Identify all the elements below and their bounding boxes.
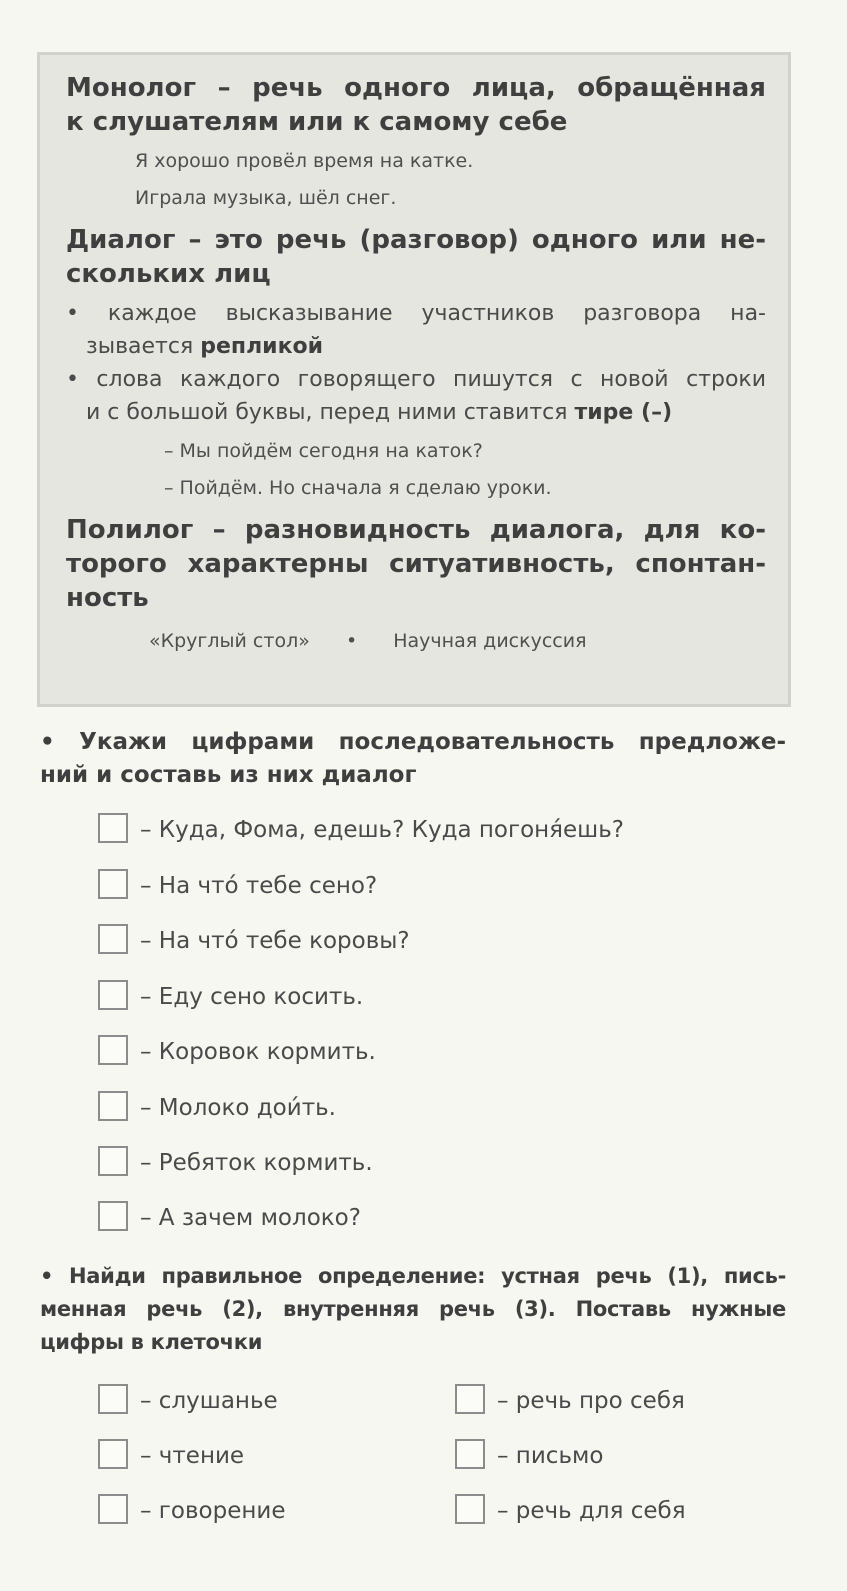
answer-checkbox[interactable]	[98, 1201, 128, 1231]
polilog-heading: Полилог – разновидность диалога, для ко- торого характерны ситуативность, спонтан- ность	[66, 515, 766, 613]
dialog-rules	[66, 297, 788, 429]
dialog-heading: Диалог – это речь (разговор) одного или не- скольких лиц	[66, 225, 766, 289]
polilog-examples	[66, 623, 788, 660]
answer-checkbox[interactable]	[98, 1035, 128, 1065]
answer-checkbox[interactable]	[98, 924, 128, 954]
task2-item-right: – речь для себя	[455, 1494, 686, 1528]
monolog-heading: Монолог – речь одного лица, обращённая к слушателям или к самому себе	[66, 73, 766, 137]
monolog-examples	[66, 143, 788, 217]
dialog-example: – Мы пойдём сегодня на каток?	[164, 440, 483, 462]
answer-checkbox[interactable]	[98, 1091, 128, 1121]
monolog-example: Я хорошо провёл время на катке.	[135, 150, 474, 172]
task1-item: – На что́ тебе коровы?	[98, 924, 410, 958]
term-tire: тире (–)	[574, 400, 673, 425]
task1-item: – Молоко дои́ть.	[98, 1091, 336, 1125]
task2-item-right: – письмо	[455, 1439, 603, 1473]
task1-item: – Еду сено косить.	[98, 980, 363, 1014]
task2-item-left: – чтение	[98, 1439, 244, 1473]
answer-checkbox[interactable]	[98, 980, 128, 1010]
task2-heading: • Найди правильное определение: устная речь (1), пись- менная речь (2), внутренняя речь (3). Поставь нужные цифры в клеточки	[40, 1264, 786, 1354]
task1-item: – Коровок кормить.	[98, 1035, 376, 1069]
answer-checkbox[interactable]	[98, 1494, 128, 1524]
monolog-example: Играла музыка, шёл снег.	[135, 187, 397, 209]
answer-checkbox[interactable]	[98, 1384, 128, 1414]
answer-checkbox[interactable]	[98, 813, 128, 843]
answer-checkbox[interactable]	[455, 1494, 485, 1524]
task2-item-right: – речь про себя	[455, 1384, 685, 1418]
task2-item-left: – говорение	[98, 1494, 285, 1528]
answer-checkbox[interactable]	[455, 1439, 485, 1469]
task1-item: – На что́ тебе сено?	[98, 869, 377, 903]
polilog-example: Научная дискуссия	[393, 630, 587, 652]
answer-checkbox[interactable]	[98, 869, 128, 899]
dialog-example: – Пойдём. Но сначала я сделаю уроки.	[164, 477, 552, 499]
answer-checkbox[interactable]	[98, 1146, 128, 1176]
separator-dot: •	[345, 630, 358, 652]
answer-checkbox[interactable]	[98, 1439, 128, 1469]
task1-item: – Ребяток кормить.	[98, 1146, 373, 1180]
dialog-rule: • слова каждого говорящего пишутся с новой строки и с большой буквы, перед ними ставится тире (–)	[66, 367, 766, 425]
theory-box	[37, 52, 791, 707]
task1-item: – А зачем молоко?	[98, 1201, 361, 1235]
term-replika: репликой	[200, 334, 324, 359]
dialog-examples	[66, 433, 788, 507]
dialog-rule: • каждое высказывание участников разговора на- зывается репликой	[66, 301, 766, 359]
task2-item-left: – слушанье	[98, 1384, 278, 1418]
task1-heading: • Укажи цифрами последовательность предложе- ний и составь из них диалог	[40, 729, 786, 788]
polilog-example: «Круглый стол»	[149, 630, 310, 652]
task1-item: – Куда, Фома, едешь? Куда погоня́ешь?	[98, 813, 624, 847]
answer-checkbox[interactable]	[455, 1384, 485, 1414]
